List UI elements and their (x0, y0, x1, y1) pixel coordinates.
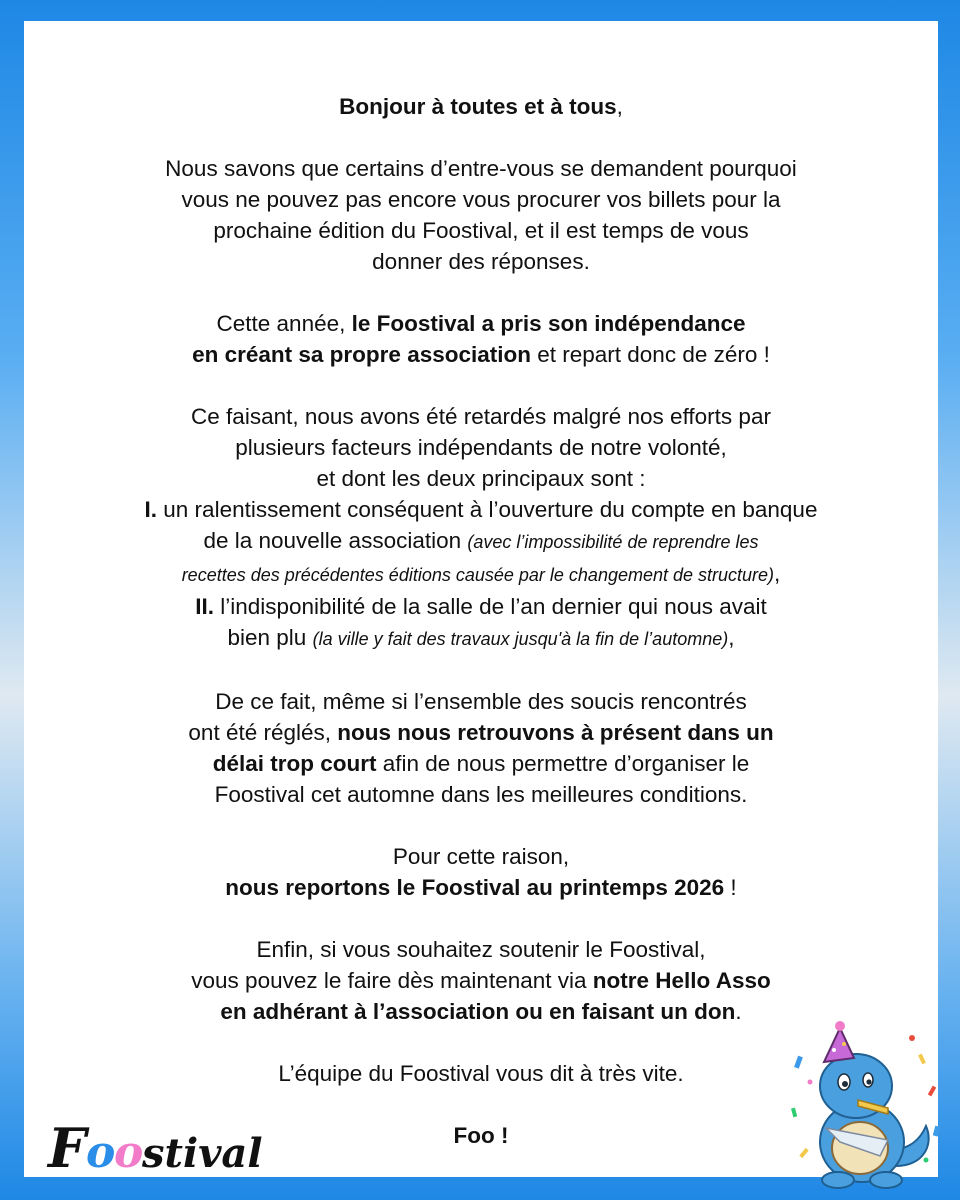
text-line: recettes des précédentes éditions causée par le changement de structure), (181, 561, 781, 586)
hello-asso-mention: notre Hello Asso (592, 968, 771, 993)
reason-one-line: I. un ralentissement conséquent à l’ouverture du compte en banque (144, 497, 818, 522)
text-line: Foostival cet automne dans les meilleures conditions. (214, 782, 748, 807)
logo-letter-f: F (48, 1116, 87, 1180)
text-line: L’équipe du Foostival vous dit à très vite. (278, 1061, 684, 1086)
text-line: prochaine édition du Foostival, et il est temps de vous (213, 218, 749, 243)
text-line: ont été réglés, nous nous retrouvons à présent dans un (188, 720, 774, 745)
postponement-paragraph (24, 841, 938, 903)
text-line: vous ne pouvez pas encore vous procurer vos billets pour la (181, 187, 781, 212)
text-line: Nous savons que certains d’entre-vous se demandent pourquoi (165, 156, 797, 181)
text-line: Cette année, le Foostival a pris son indépendance (216, 311, 746, 336)
greeting: Bonjour à toutes et à tous (339, 94, 617, 119)
text-line: Enfin, si vous souhaitez soutenir le Foostival, (256, 937, 706, 962)
logo-letter-o-pink: o (114, 1127, 144, 1178)
foostival-logo (42, 1111, 272, 1181)
reason-two-line: II. l’indisponibilité de la salle de l’an dernier qui nous avait (195, 594, 767, 619)
postponement-line: nous reportons le Foostival au printemps 2026 ! (225, 875, 737, 900)
consequence-paragraph (24, 686, 938, 810)
delay-reasons-paragraph (24, 401, 938, 655)
text-line: de la nouvelle association (avec l’impossibilité de reprendre les (203, 528, 759, 553)
logo-word-rest: stival (142, 1130, 263, 1177)
announcement-panel (24, 21, 938, 1180)
text-line: bien plu (la ville y fait des travaux jusqu'à la fin de l’automne), (227, 625, 735, 650)
greeting-paragraph: Bonjour à toutes et à tous, (339, 94, 623, 119)
text-line: délai trop court afin de nous permettre d’organiser le (212, 751, 750, 776)
text-line: De ce fait, même si l’ensemble des soucis rencontrés (215, 689, 747, 714)
party-mascot-icon (784, 1016, 944, 1194)
text-line: en adhérant à l’association ou en faisant un don. (220, 999, 742, 1024)
support-paragraph (24, 934, 938, 1027)
text-line: donner des réponses. (372, 249, 590, 274)
text-line: et dont les deux principaux sont : (316, 466, 646, 491)
signoff: Foo ! (453, 1123, 509, 1148)
intro-paragraph (24, 153, 938, 277)
text-line: vous pouvez le faire dès maintenant via notre Hello Asso (191, 968, 771, 993)
text-line: Pour cette raison, (392, 844, 570, 869)
text-line: Ce faisant, nous avons été retardés malgré nos efforts par (191, 404, 771, 429)
text-line: en créant sa propre association et repart donc de zéro ! (192, 342, 770, 367)
text-line: plusieurs facteurs indépendants de notre volonté, (235, 435, 727, 460)
logo-letter-o-blue: o (86, 1127, 116, 1178)
independence-paragraph (24, 308, 938, 370)
